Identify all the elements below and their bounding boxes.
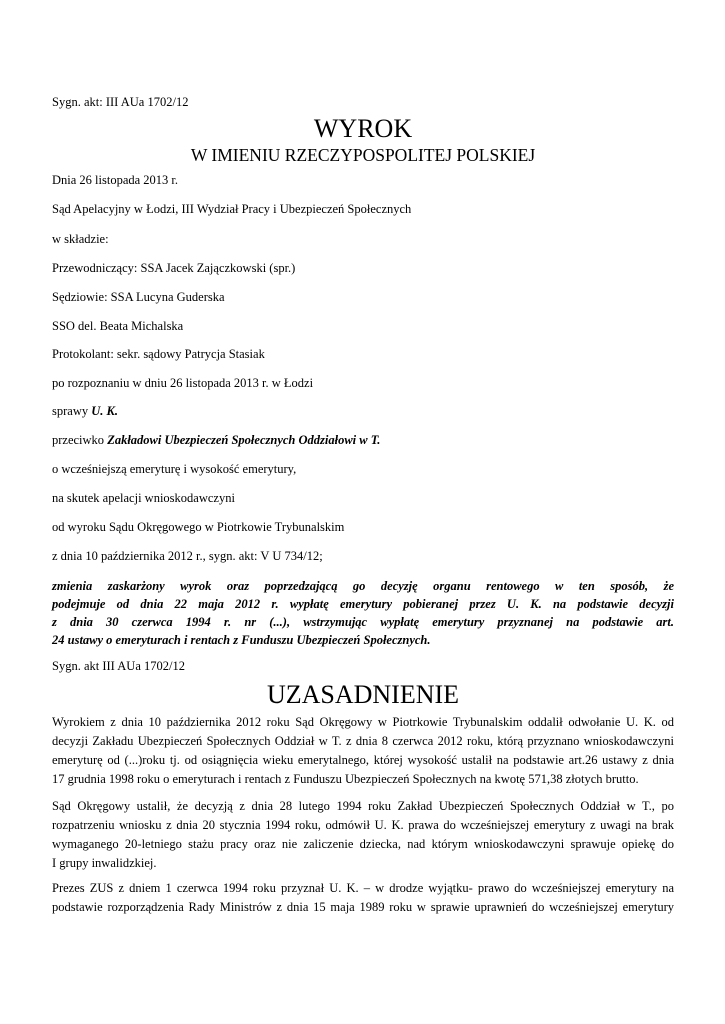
- defendant-line: [52, 432, 380, 448]
- justification-paragraph-1: [52, 713, 674, 789]
- court-name: Sąd Apelacyjny w Łodzi, III Wydział Pracy i Ubezpieczeń Społecznych: [52, 202, 412, 216]
- paragraph-line: wymaganego 20-letniego stażu pracy oraz nie zaliczenie dziecka, nad którym wnioskodawczyni sprawuje opiekę do: [52, 837, 674, 851]
- justification-title: UZASADNIENIE: [266, 680, 460, 709]
- paragraph-line: Prezes ZUS z dniem 1 czerwca 1994 roku przyznał U. K. – w drodze wyjątku- prawo do wcześniejszej emerytury na: [52, 881, 674, 895]
- case-party-line: [52, 403, 118, 419]
- case-number: Sygn. akt: III AUa 1702/12: [52, 95, 189, 109]
- judge-second: SSO del. Beata Michalska: [52, 319, 184, 333]
- lower-court-judgment: od wyroku Sądu Okręgowego w Piotrkowie Trybunalskim: [52, 520, 345, 534]
- paragraph-line: 17 grudnia 1998 roku o emeryturach i rentach z Funduszu Ubezpieczeń Społecznych na kwotę 571,38 złotych brutto.: [52, 772, 639, 786]
- composition-label: w składzie:: [52, 232, 109, 246]
- document-title: WYROK: [313, 114, 413, 143]
- against-prefix: przeciwko: [52, 433, 108, 447]
- paragraph-line: emeryturę od (...)roku tj. od osiągnięcia wieku emerytalnego, której wysokość ustalił na podstawie art.26 ustawy z dnia: [52, 753, 674, 767]
- hearing-info: po rozpoznaniu w dniu 26 listopada 2013 r. w Łodzi: [52, 376, 314, 390]
- appeal-info: na skutek apelacji wnioskodawczyni: [52, 491, 235, 505]
- clerk: Protokolant: sekr. sądowy Patrycja Stasiak: [52, 347, 265, 361]
- case-prefix: sprawy: [52, 404, 92, 418]
- justification-paragraph-3: [52, 879, 674, 917]
- judgment-date: Dnia 26 listopada 2013 r.: [52, 173, 179, 187]
- paragraph-line: I grupy inwalidzkiej.: [52, 856, 157, 870]
- decision-paragraph: [52, 577, 674, 649]
- decision-line: z dnia 30 czerwca 1994 r. nr (...), wstrzymując wypłatę emerytury przyznanej na podstawie art.: [52, 615, 674, 629]
- case-subject: o wcześniejszą emeryturę i wysokość emerytury,: [52, 462, 297, 476]
- document-subtitle: W IMIENIU RZECZYPOSPOLITEJ POLSKIEJ: [190, 145, 536, 165]
- presiding-judge: Przewodniczący: SSA Jacek Zajączkowski (spr.): [52, 261, 296, 275]
- decision-line: podejmuje od dnia 22 maja 2012 r. wypłatę emerytury pobieranej przez U. K. na podstawie decyzji: [52, 597, 674, 611]
- paragraph-line: decyzji Zakładu Ubezpieczeń Społecznych Oddział w T. z dnia 8 czerwca 2012 roku, którą przyznano wnioskodawczyni: [52, 734, 674, 748]
- paragraph-line: rozpatrzeniu wniosku z dnia 20 stycznia 1994 roku, odmówił U. K. prawa do wcześniejszej emerytury z uwagi na brak: [52, 818, 674, 832]
- decision-line: zmienia zaskarżony wyrok oraz poprzedzającą go decyzję organu rentowego w ten sposób, że: [52, 579, 674, 593]
- decision-line: 24 ustawy o emeryturach i rentach z Funduszu Ubezpieczeń Społecznych.: [52, 633, 431, 647]
- paragraph-line: podstawie rozporządzenia Rady Ministrów z dnia 15 maja 1989 roku w sprawie uprawnień do wcześniejszej emerytury: [52, 900, 674, 914]
- defendant-name: Zakładowi Ubezpieczeń Społecznych Oddziałowi w T.: [107, 433, 381, 447]
- paragraph-line: Sąd Okręgowy ustalił, że decyzją z dnia 28 lutego 1994 roku Zakład Ubezpieczeń Społecznych Oddział w T., po: [52, 799, 674, 813]
- justification-paragraph-2: [52, 797, 674, 873]
- justification-case-number: Sygn. akt III AUa 1702/12: [52, 659, 185, 673]
- lower-court-judgment-date: z dnia 10 października 2012 r., sygn. akt: V U 734/12;: [52, 549, 323, 563]
- party-name: U. K.: [91, 404, 118, 418]
- judges: Sędziowie: SSA Lucyna Guderska: [52, 290, 225, 304]
- paragraph-line: Wyrokiem z dnia 10 października 2012 roku Sąd Okręgowy w Piotrkowie Trybunalskim oddalił odwołanie U. K. od: [52, 715, 674, 729]
